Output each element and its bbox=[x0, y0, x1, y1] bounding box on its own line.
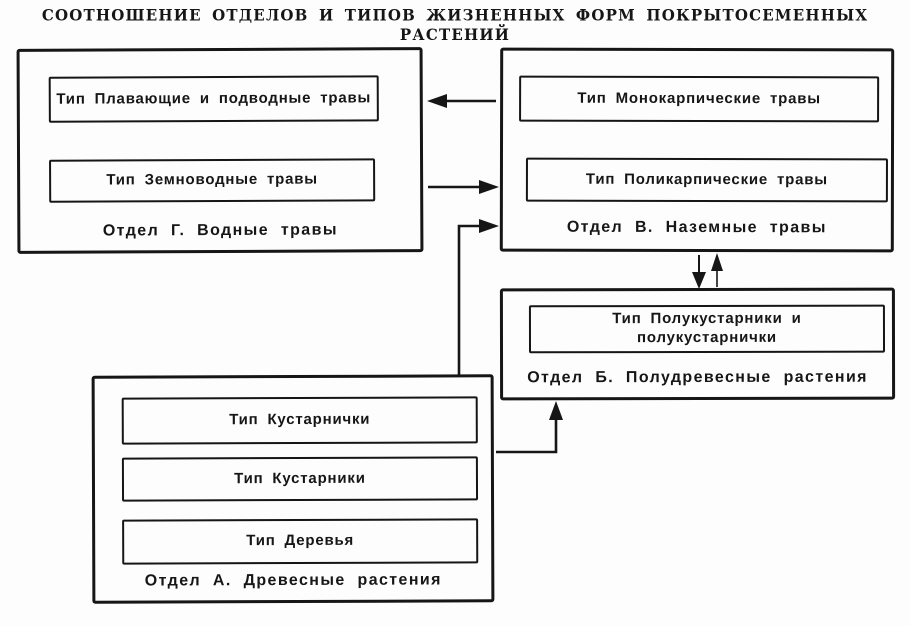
connector-woody-to-ground-icon bbox=[459, 219, 499, 376]
division-box-woody bbox=[92, 374, 495, 603]
division-label-woody: Отдел А. Древесные растения bbox=[144, 571, 442, 590]
type-box-dwarf-shrubs bbox=[122, 396, 478, 444]
connector-woody-to-semiwoody-icon bbox=[496, 401, 563, 452]
division-box-water bbox=[17, 47, 424, 254]
type-label: Тип Поликарпические травы bbox=[585, 170, 828, 188]
type-box-shrubs bbox=[122, 456, 478, 501]
division-label-water: Отдел Г. Водные травы bbox=[102, 221, 338, 240]
type-label: Тип Деревья bbox=[246, 531, 355, 550]
type-label: Тип Кустарники bbox=[234, 469, 366, 487]
type-box-subshrubs bbox=[529, 305, 885, 354]
arrow-ground-to-semiwoody-icon bbox=[692, 255, 706, 289]
type-label: Тип Монокарпические травы bbox=[577, 89, 821, 107]
arrow-semiwoody-to-ground-icon bbox=[711, 253, 723, 287]
type-label: Тип Полукустарники и полукустарнички bbox=[612, 310, 802, 347]
type-box-floating-underwater-herbs bbox=[49, 75, 379, 122]
arrow-ground-to-water-icon bbox=[427, 94, 496, 108]
type-box-monocarpic-herbs bbox=[519, 76, 879, 123]
type-box-polycarpic-herbs bbox=[526, 158, 888, 203]
type-label: Тип Земноводные травы bbox=[106, 170, 318, 189]
division-box-ground bbox=[500, 48, 894, 253]
division-label-semiwoody: Отдел Б. Полудревесные растения bbox=[527, 368, 868, 387]
type-box-amphibious-herbs bbox=[49, 158, 375, 202]
division-box-semiwoody bbox=[500, 288, 895, 401]
type-label: Тип Плавающие и подводные травы bbox=[56, 88, 372, 108]
division-label-ground: Отдел В. Наземные травы bbox=[566, 218, 827, 237]
diagram-title: СООТНОШЕНИЕ ОТДЕЛОВ И ТИПОВ ЖИЗНЕННЫХ ФОРМ ПОКРЫТОСЕМЕННЫХ РАСТЕНИЙ bbox=[41, 5, 869, 45]
type-box-trees bbox=[122, 518, 478, 564]
arrow-water-to-ground-icon bbox=[428, 180, 499, 194]
type-label: Тип Кустарнички bbox=[229, 410, 371, 429]
